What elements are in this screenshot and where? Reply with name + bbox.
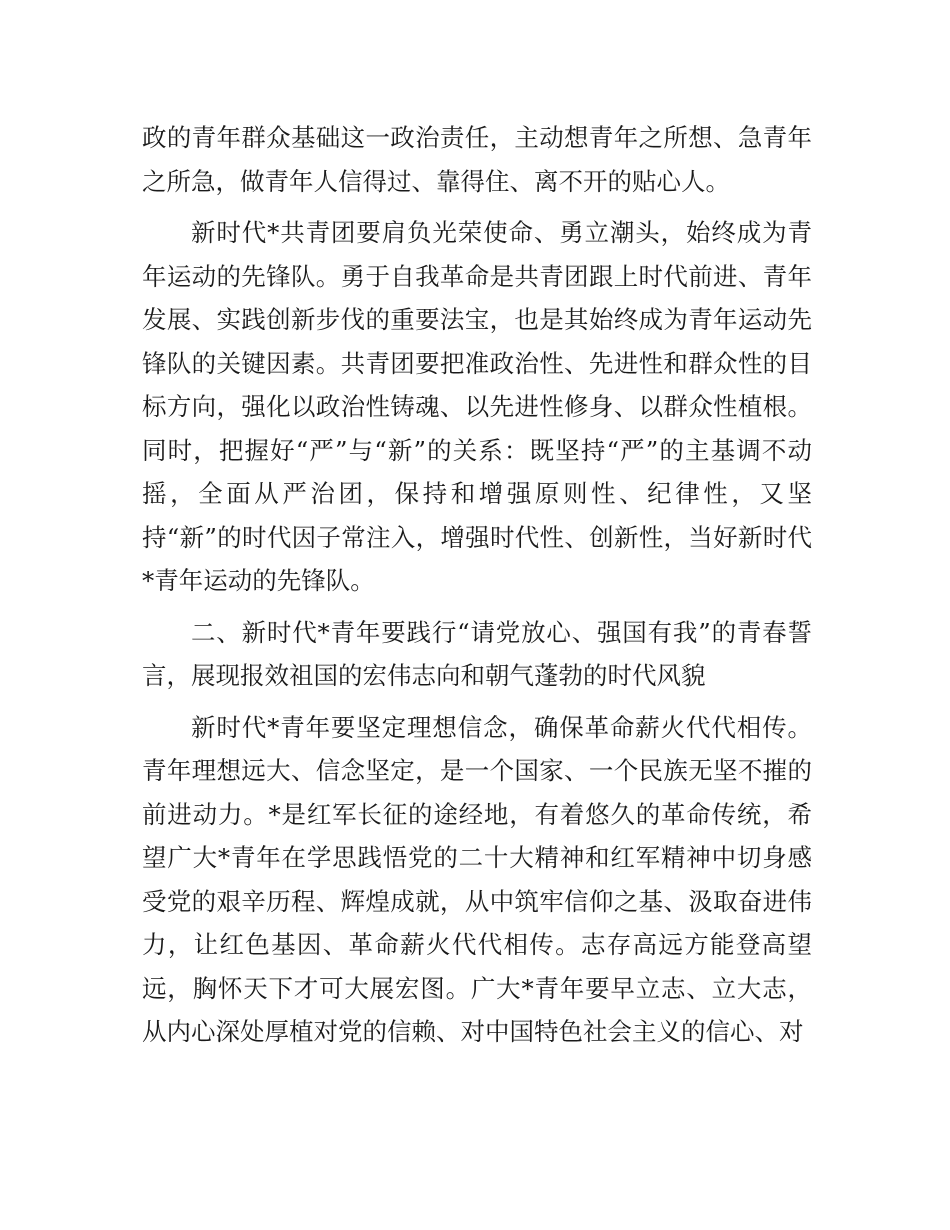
paragraph-1: 政的青年群众基础这一政治责任，主动想青年之所想、急青年之所急，做青年人信得过、靠得住、离不开的贴心人。 xyxy=(142,123,812,196)
paragraph-3: 新时代*青年要坚定理想信念，确保革命薪火代代相传。青年理想远大、信念坚定，是一个国家、一个民族无坚不摧的前进动力。*是红军长征的途经地，有着悠久的革命传统，希望广大*青年在学思践悟党的二十大精神和红军精神中切身感受党的艰辛历程、辉煌成就，从中筑牢信仰之基、汲取奋进伟力，让红色基因、革命薪火代代相传。志存高远方能登高望远，胸怀天下才可大展宏图。广大*青年要早立志、立大志，从内心深处厚植对党的信赖、对中国特色社会主义的信心、对 xyxy=(142,712,812,1046)
document-body xyxy=(142,116,812,1062)
paragraph-2: 新时代*共青团要肩负光荣使命、勇立潮头，始终成为青年运动的先锋队。勇于自我革命是共青团跟上时代前进、青年发展、实践创新步伐的重要法宝，也是其始终成为青年运动先锋队的关键因素。共青团要把准政治性、先进性和群众性的目标方向，强化以政治性铸魂、以先进性修身、以群众性植根。同时，把握好“严”与“新”的关系：既坚持“严”的主基调不动摇，全面从严治团，保持和增强原则性、纪律性，又坚持“新”的时代因子常注入，增强时代性、创新性，当好新时代*青年运动的先锋队。 xyxy=(142,218,812,595)
section-heading-2: 二、新时代*青年要践行“请党放心、强国有我”的青春誓言，展现报效祖国的宏伟志向和朝气蓬勃的时代风貌 xyxy=(142,617,812,690)
